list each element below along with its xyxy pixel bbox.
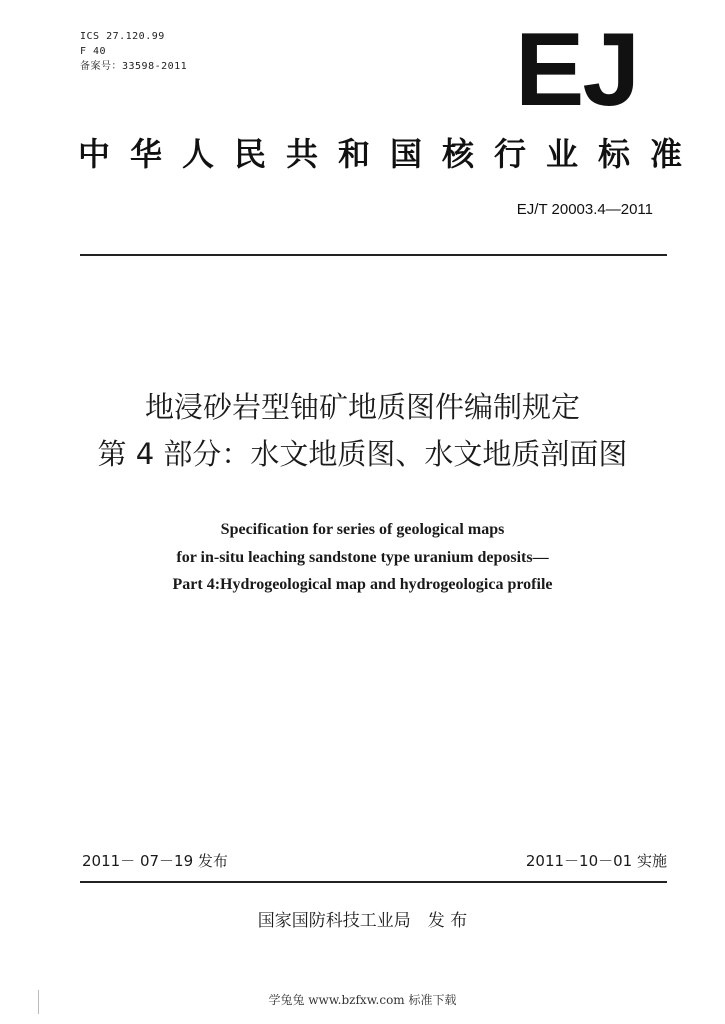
bottom-divider (80, 881, 667, 883)
organization-title: 中华人民共和国核行业标准 (78, 135, 703, 173)
publisher: 国家国防科技工业局 发 布 (257, 911, 468, 931)
ics-code: ICS 27.120.99 (80, 31, 165, 42)
record-number: 备案号：33598-2011 (80, 61, 188, 72)
zh-title-line-1: 地浸砂岩型铀矿地质图件编制规定 (144, 390, 580, 424)
zh-title-line-2: 第 4 部分：水文地质图、水文地质剖面图 (97, 437, 628, 471)
implement-date: 2011－10－01 实施 (525, 852, 667, 870)
en-title-line-3: Part 4:Hydrogeological map and hydrogeologica profile (172, 576, 553, 593)
ej-logo: EJ (515, 12, 639, 128)
top-divider (80, 254, 667, 256)
watermark-text: 学兔兔 www.bzfxw.com 标准下载 (268, 993, 457, 1007)
ccs-code: F 40 (80, 46, 107, 57)
en-title-line-2: for in-situ leaching sandstone type uranium deposits— (176, 549, 549, 566)
issue-date: 2011－ 07－19 发布 (82, 852, 228, 870)
standard-number: EJ/T 20003.4—2011 (516, 201, 653, 218)
en-title-line-1: Specification for series of geological maps (220, 521, 505, 538)
